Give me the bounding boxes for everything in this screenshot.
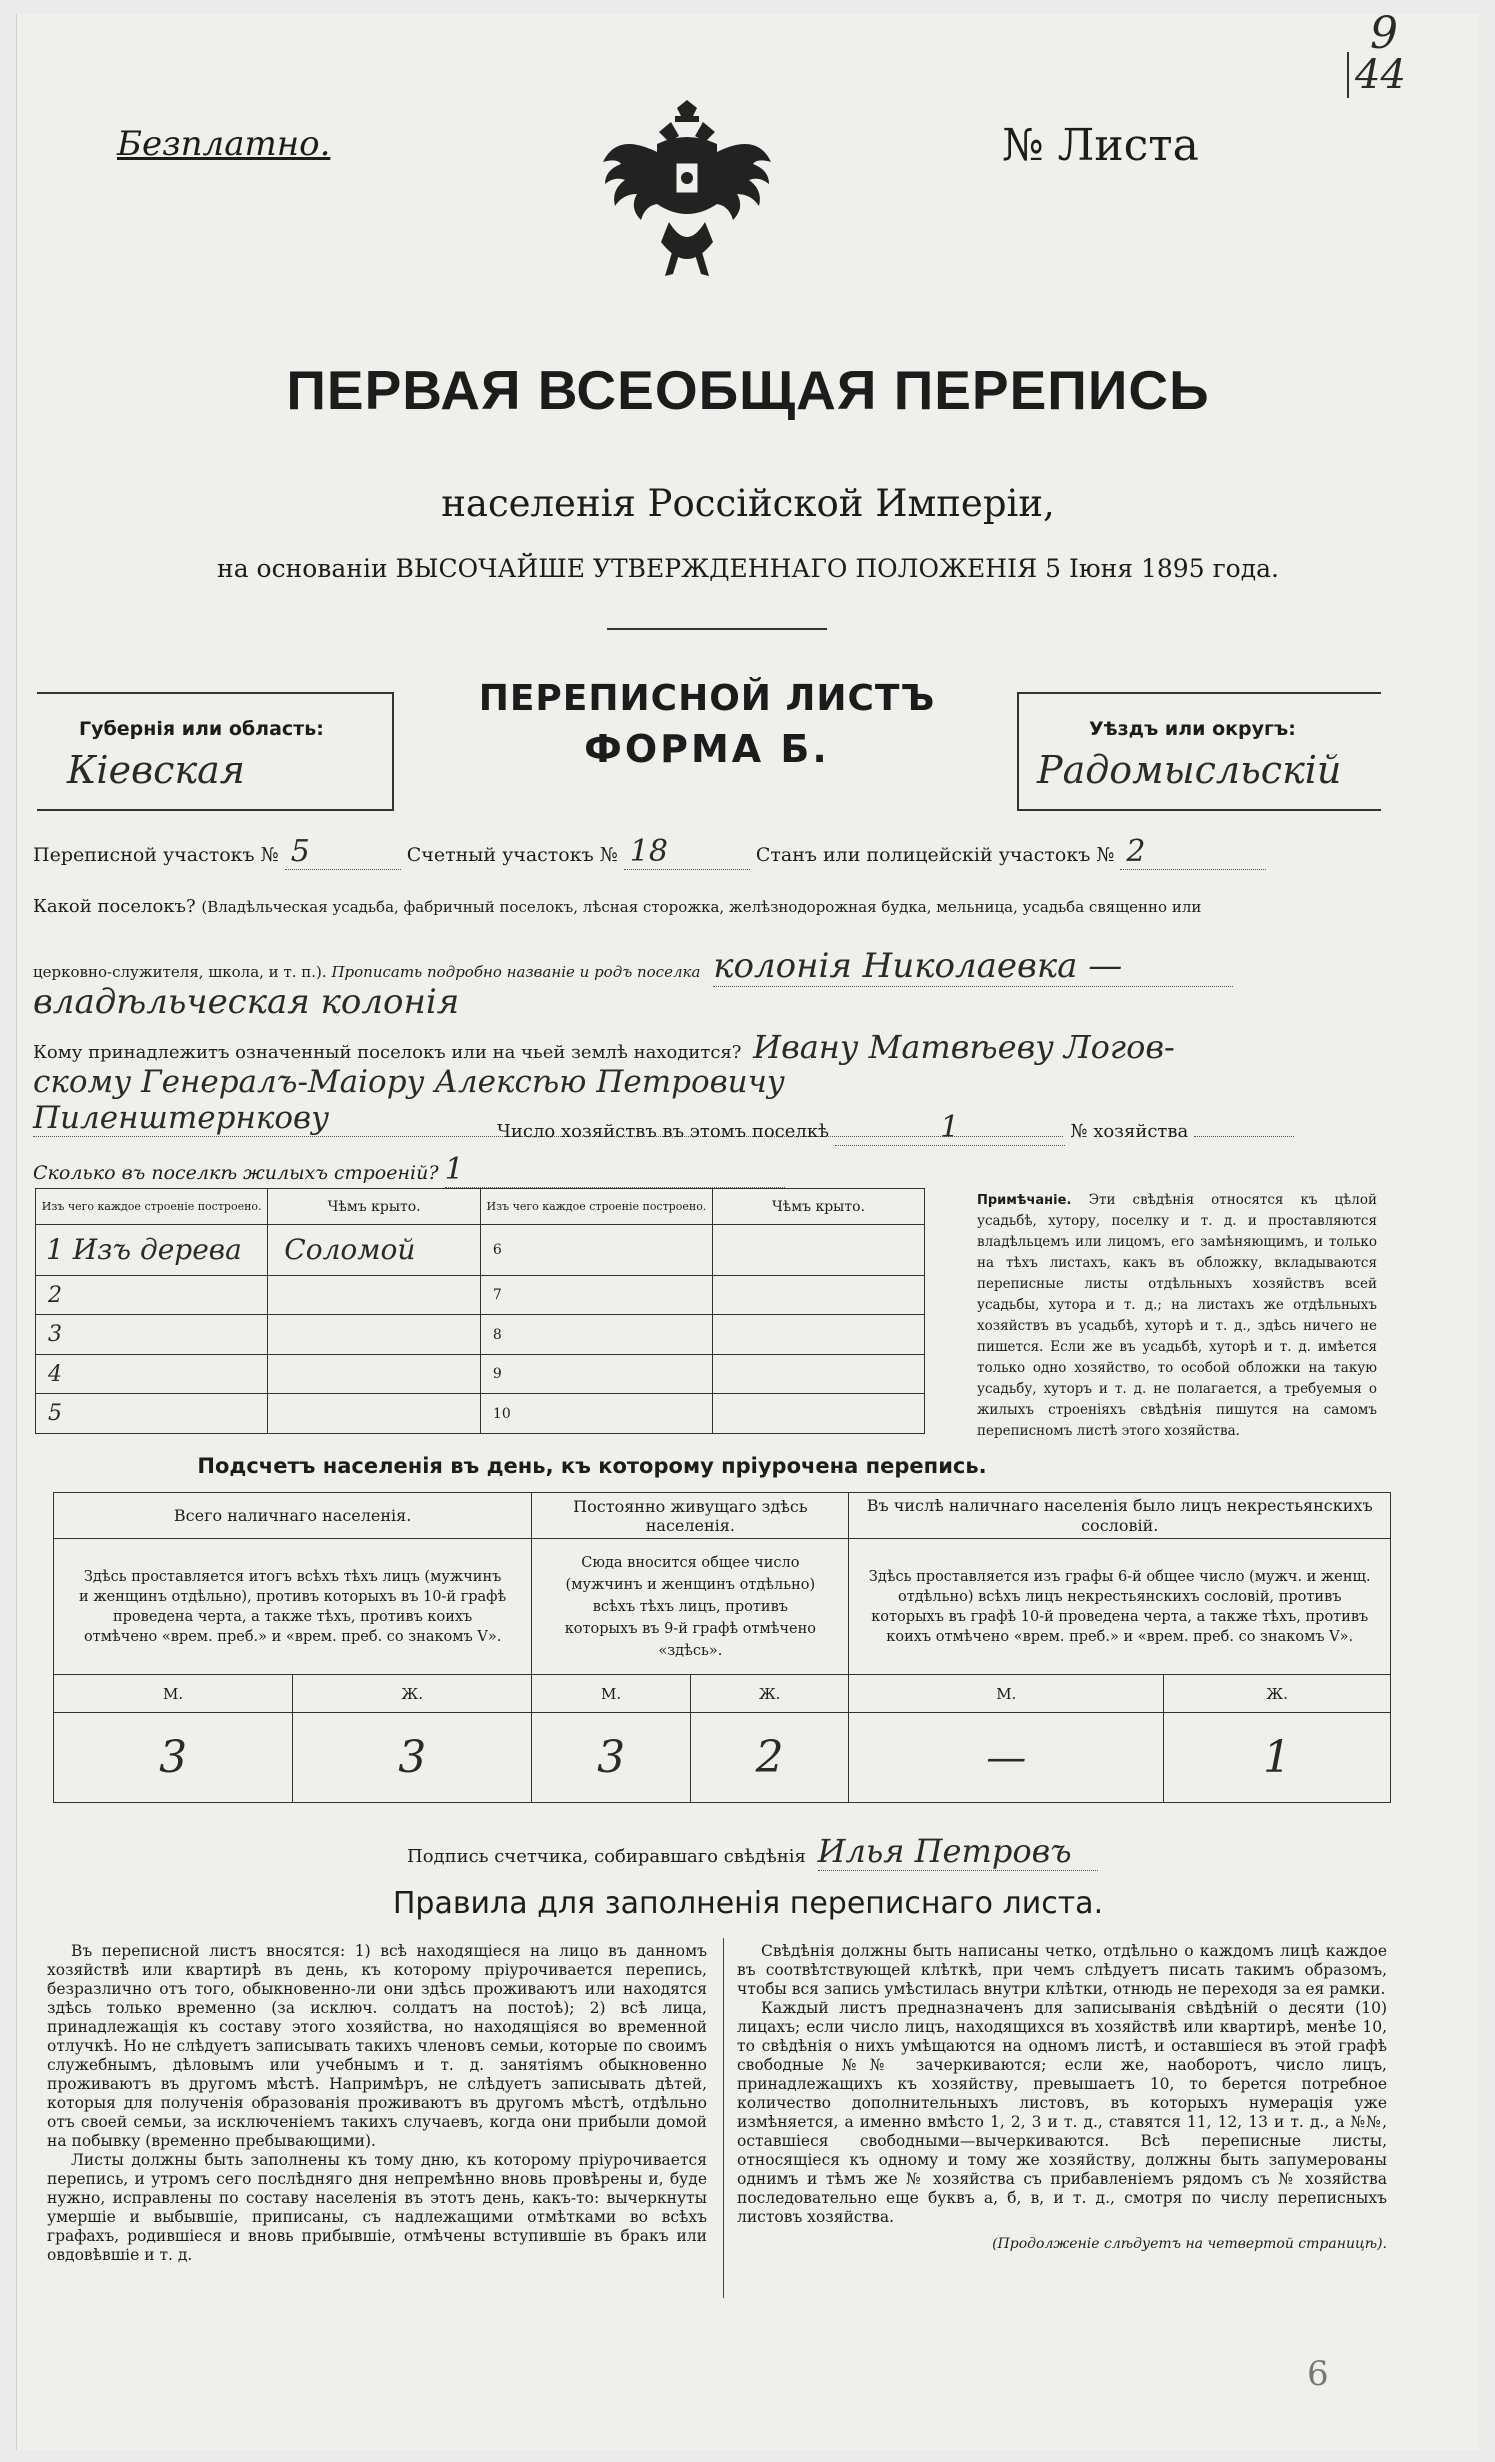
row-8-material: 8 <box>480 1315 712 1355</box>
pop-value-5: — <box>849 1713 1164 1803</box>
pop-value-2: 3 <box>293 1713 532 1803</box>
uezd-label: Уѣздъ или округъ: <box>1089 718 1296 740</box>
coat-of-arms-icon <box>597 92 777 292</box>
population-title: Подсчетъ населенія въ день, къ которому пріурочена перепись. <box>197 1454 987 1478</box>
row-9-material: 9 <box>480 1354 712 1394</box>
pop-col2-title: Постоянно живущаго здѣсь населенія. <box>532 1493 849 1539</box>
pop-col1-m: М. <box>54 1675 293 1713</box>
column-divider <box>723 1938 724 2298</box>
owner-label: Кому принадлежитъ означенный поселокъ или на чьей землѣ находится? <box>33 1042 742 1063</box>
household-number-value <box>1194 1136 1294 1137</box>
form-title-block <box>407 678 1007 771</box>
form-title: ПЕРЕПИСНОЙ ЛИСТЪ <box>478 678 936 719</box>
settlement-value-1: колонія Николаевка — <box>713 946 1233 987</box>
row-4-roof <box>268 1354 481 1394</box>
counting-district-label: Счетный участокъ № <box>406 844 618 866</box>
households-value: 1 <box>835 1110 1065 1146</box>
row-3-roof <box>268 1315 481 1355</box>
pop-col1-title: Всего наличнаго населенія. <box>54 1493 532 1539</box>
pop-col3-title: Въ числѣ наличнаго населенія было лицъ некрестьянскихъ сословій. <box>849 1493 1391 1539</box>
pop-col3-f: Ж. <box>1164 1675 1391 1713</box>
free-label: Безплатно. <box>117 124 331 164</box>
table-row <box>36 1315 925 1355</box>
counting-district-value: 18 <box>624 834 750 870</box>
settlement-question <box>33 894 1383 920</box>
pop-col3-text: Здѣсь проставляется изъ графы 6-й общее число (мужч. и женщ. отдѣльно) всѣхъ лицъ некрестьянскихъ сословій, противъ которыхъ въ графѣ 10-й проведена черта, а также тѣхъ, противъ коихъ отмѣчено «врем. преб.» и «врем. преб. со знакомъ V». <box>849 1539 1391 1675</box>
rules-right-column <box>737 1942 1387 2254</box>
pop-col2-f: Ж. <box>690 1675 849 1713</box>
census-sheet <box>16 8 1479 2450</box>
buildings-value: 1 <box>445 1152 785 1188</box>
pop-col3-m: М. <box>849 1675 1164 1713</box>
pop-value-1: 3 <box>54 1713 293 1803</box>
settlement-label: Какой поселокъ? <box>33 896 196 917</box>
row-7-material: 7 <box>480 1275 712 1315</box>
pop-col1-text: Здѣсь проставляется итогъ всѣхъ тѣхъ лицъ (мужчинъ и женщинъ отдѣльно), противъ которыхъ въ 10-й графѣ проведена черта, а также тѣхъ, противъ коихъ отмѣчено «врем. преб.» и «врем. преб. со знакомъ V». <box>54 1539 532 1675</box>
rules-right-p2: Каждый листъ предназначенъ для записыванія свѣдѣній о десяти (10) лицахъ; если число лицъ, находящихся въ хозяйствѣ или квартирѣ, менѣе 10, то свѣдѣнія о нихъ умѣщаются на одномъ листѣ, и оставшіеся въ этой графѣ свободные №№ зачеркиваются; если же, наоборотъ, число лицъ, принадлежащихъ къ хозяйству, превышаетъ 10, то берется потребное количество дополнительныхъ листовъ, въ которыхъ нумерація уже измѣняется, а именно вмѣсто 1, 2, 3 и т. д., ставятся 11, 12, 13 и т. д., а №№, оставшіеся свободными—вычеркиваются. Всѣ переписные листы, относящіеся къ одному и тому же хозяйству, должны быть запумерованы однимъ и тѣмъ же № хозяйства съ прибавленіемъ рядомъ съ № хозяйства последовательно еще буквъ а, б, в, и т. д., смотря по числу переписныхъ листовъ хозяйства. <box>737 1999 1387 2226</box>
uezd-box <box>1017 692 1381 811</box>
police-district-value: 2 <box>1120 834 1266 870</box>
table-row <box>36 1275 925 1315</box>
pop-value-6: 1 <box>1164 1713 1391 1803</box>
divider <box>607 628 827 630</box>
settlement-hint-line <box>33 946 1383 987</box>
table-row <box>36 1225 925 1276</box>
table-row <box>36 1354 925 1394</box>
note-text: Эти свѣдѣнія относятся къ цѣлой усадьбѣ, хутору, поселку и т. д. и проставляются владѣльцемъ или лицомъ, его замѣняющимъ, и только на тѣхъ листахъ, какъ въ обложку, вкладываются переписные листы отдѣльныхъ хозяйствъ всей усадьбы, хутора и т. д.; на листахъ же отдѣльныхъ хозяйствъ въ усадьбѣ, хуторѣ и т. д., здѣсь ничего не пишется. Если же въ усадьбѣ, хуторѣ и т. д. имѣется только одно хозяйство, то особой обложки на такую усадьбу, хуторъ и т. д. не полагается, а требуемыя о жилыхъ строеніяхъ свѣдѣнія пишутся на самомъ переписномъ листѣ этого хозяйства. <box>977 1192 1377 1439</box>
row-9-roof <box>712 1354 924 1394</box>
page-subtitle: населенія Россійской Имперіи, <box>441 482 1055 525</box>
row-2-material: 2 <box>36 1275 268 1315</box>
pop-col1-f: Ж. <box>293 1675 532 1713</box>
row-7-roof <box>712 1275 924 1315</box>
gubernia-box <box>37 692 394 811</box>
bottom-page-number: 6 <box>1307 2354 1329 2394</box>
settlement-hint-2: церковно-служителя, школа, и т. п.). <box>33 963 327 981</box>
rules-left-column <box>47 1942 707 2265</box>
rules-title: Правила для заполненія переписнаго листа. <box>392 1886 1104 1921</box>
note-title: Примѣчаніе. <box>977 1193 1072 1208</box>
district-line <box>33 834 1383 870</box>
uezd-value: Радомысльскій <box>1037 748 1342 792</box>
row-10-roof <box>712 1394 924 1434</box>
pop-value-4: 2 <box>690 1713 849 1803</box>
pop-value-3: 3 <box>532 1713 691 1803</box>
form-name: ФОРМА Б. <box>584 727 830 771</box>
owner-value-1: Ивану Матвѣеву Логов- <box>753 1028 1175 1066</box>
rules-left-p1: Въ переписной листъ вносятся: 1) всѣ находящіеся на лицо въ данномъ хозяйствѣ или квартирѣ въ день, къ которому пріурочивается перепись, безразлично отъ того, обыкновенно-ли они здѣсь проживаютъ или находятся здѣсь только временно (за исключ. солдатъ на постоѣ); 2) всѣ лица, принадлежащія къ составу этого хозяйства, но находящіяся во временной отлучкѣ. Но не слѣдуетъ записывать такихъ членовъ семьи, которые по своимъ служебнымъ, дѣловымъ или учебнымъ и т. д. занятіямъ обыкновенно проживаютъ въ другомъ мѣстѣ. Напримѣръ, не слѣдуетъ записывать дѣтей, которыя для полученія образованія проживаютъ въ другомъ мѣстѣ, отдѣльно отъ своей семьи, за исключеніемъ такихъ случаевъ, когда они прибыли домой на побывку (временно пребывающими). <box>47 1942 707 2150</box>
sheet-number-label: № Листа <box>1002 120 1199 171</box>
header-roof-left: Чѣмъ крыто. <box>268 1189 481 1225</box>
corner-fraction: 44 <box>1347 52 1406 98</box>
header-material-left: Изъ чего каждое строеніе построено. <box>36 1189 268 1225</box>
gubernia-value: Кіевская <box>67 748 245 792</box>
signature-line <box>407 1832 1098 1871</box>
row-8-roof <box>712 1315 924 1355</box>
row-6-material: 6 <box>480 1225 712 1276</box>
police-district-label: Станъ или полицейскій участокъ № <box>755 844 1115 866</box>
owner-question <box>33 1028 1383 1066</box>
row-10-material: 10 <box>480 1394 712 1434</box>
settlement-value-2: владѣльческая колонія <box>33 982 460 1022</box>
row-1-roof: Соломой <box>268 1225 481 1276</box>
buildings-note <box>977 1190 1377 1442</box>
pop-col2-m: М. <box>532 1675 691 1713</box>
settlement-hint: (Владѣльческая усадьба, фабричный поселокъ, лѣсная сторожка, желѣзнодорожная будка, мельница, усадьба священно или <box>201 898 1202 916</box>
population-table <box>53 1492 1391 1803</box>
page-title: ПЕРВАЯ ВСЕОБЩАЯ ПЕРЕПИСЬ <box>286 359 1210 421</box>
rules-left-p2: Листы должны быть заполнены къ тому дню, къ которому пріурочивается перепись, и утромъ сего послѣдняго дня непремѣнно вновь провѣрены и, буде нужно, исправлены по составу населенія въ этотъ день, какъ-то: вычеркнуты умершіе и выбывшіе, приписаны, съ надлежащими отмѣтками во всѣхъ графахъ, родившіеся и вновь прибывшіе, отмѣчены вступившіе въ бракъ или овдовѣвшіе и т. д. <box>47 2151 707 2264</box>
row-3-material: 3 <box>36 1315 268 1355</box>
census-district-label: Переписной участокъ № <box>33 844 279 866</box>
decree-line: на основаніи ВЫСОЧАЙШЕ УТВЕРЖДЕННАГО ПОЛОЖЕНІЯ 5 Іюня 1895 года. <box>217 554 1279 583</box>
corner-number: 9 <box>1370 8 1398 59</box>
header-material-right: Изъ чего каждое строеніе построено. <box>480 1189 712 1225</box>
row-4-material: 4 <box>36 1354 268 1394</box>
row-1-material: 1 Изъ дерева <box>36 1225 268 1276</box>
row-2-roof <box>268 1275 481 1315</box>
settlement-hint-3: Прописать подробно названіе и родъ поселка <box>331 963 701 981</box>
buildings-question <box>33 1152 785 1188</box>
household-number-label: № хозяйства <box>1070 1121 1189 1142</box>
buildings-label: Сколько въ поселкѣ жилыхъ строеній? <box>33 1162 439 1184</box>
row-6-roof <box>712 1225 924 1276</box>
signature-value: Илья Петровъ <box>818 1832 1098 1871</box>
census-district-value: 5 <box>285 834 401 870</box>
rules-right-p1: Свѣдѣнія должны быть написаны четко, отдѣльно о каждомъ лицѣ каждое въ соотвѣтствующей клѣткѣ, при чемъ слѣдуетъ писать такимъ образомъ, чтобы вся запись умѣстилась внутри клѣтки, отнюдь не переходя за ея рамки. <box>737 1942 1387 1998</box>
header-roof-right: Чѣмъ крыто. <box>712 1189 924 1225</box>
signature-label: Подпись счетчика, собиравшаго свѣдѣнія <box>407 1846 806 1867</box>
buildings-table <box>35 1188 925 1434</box>
households-label: Число хозяйствъ въ этомъ поселкѣ <box>497 1121 829 1142</box>
table-row <box>36 1394 925 1434</box>
row-5-roof <box>268 1394 481 1434</box>
owner-value-2: скому Генералъ-Маіору Алексѣю Петровичу Пиленштернкову <box>33 1064 1063 1137</box>
households-line <box>497 1110 1387 1146</box>
pop-col2-text: Сюда вносится общее число (мужчинъ и женщинъ отдѣльно) всѣхъ тѣхъ лицъ, противъ которыхъ въ 9-й графѣ отмѣчено «здѣсь». <box>532 1539 849 1675</box>
rules-continued: (Продолженіе слѣдуетъ на четвертой страницѣ). <box>992 2236 1387 2252</box>
row-5-material: 5 <box>36 1394 268 1434</box>
gubernia-label: Губернія или область: <box>79 718 324 740</box>
